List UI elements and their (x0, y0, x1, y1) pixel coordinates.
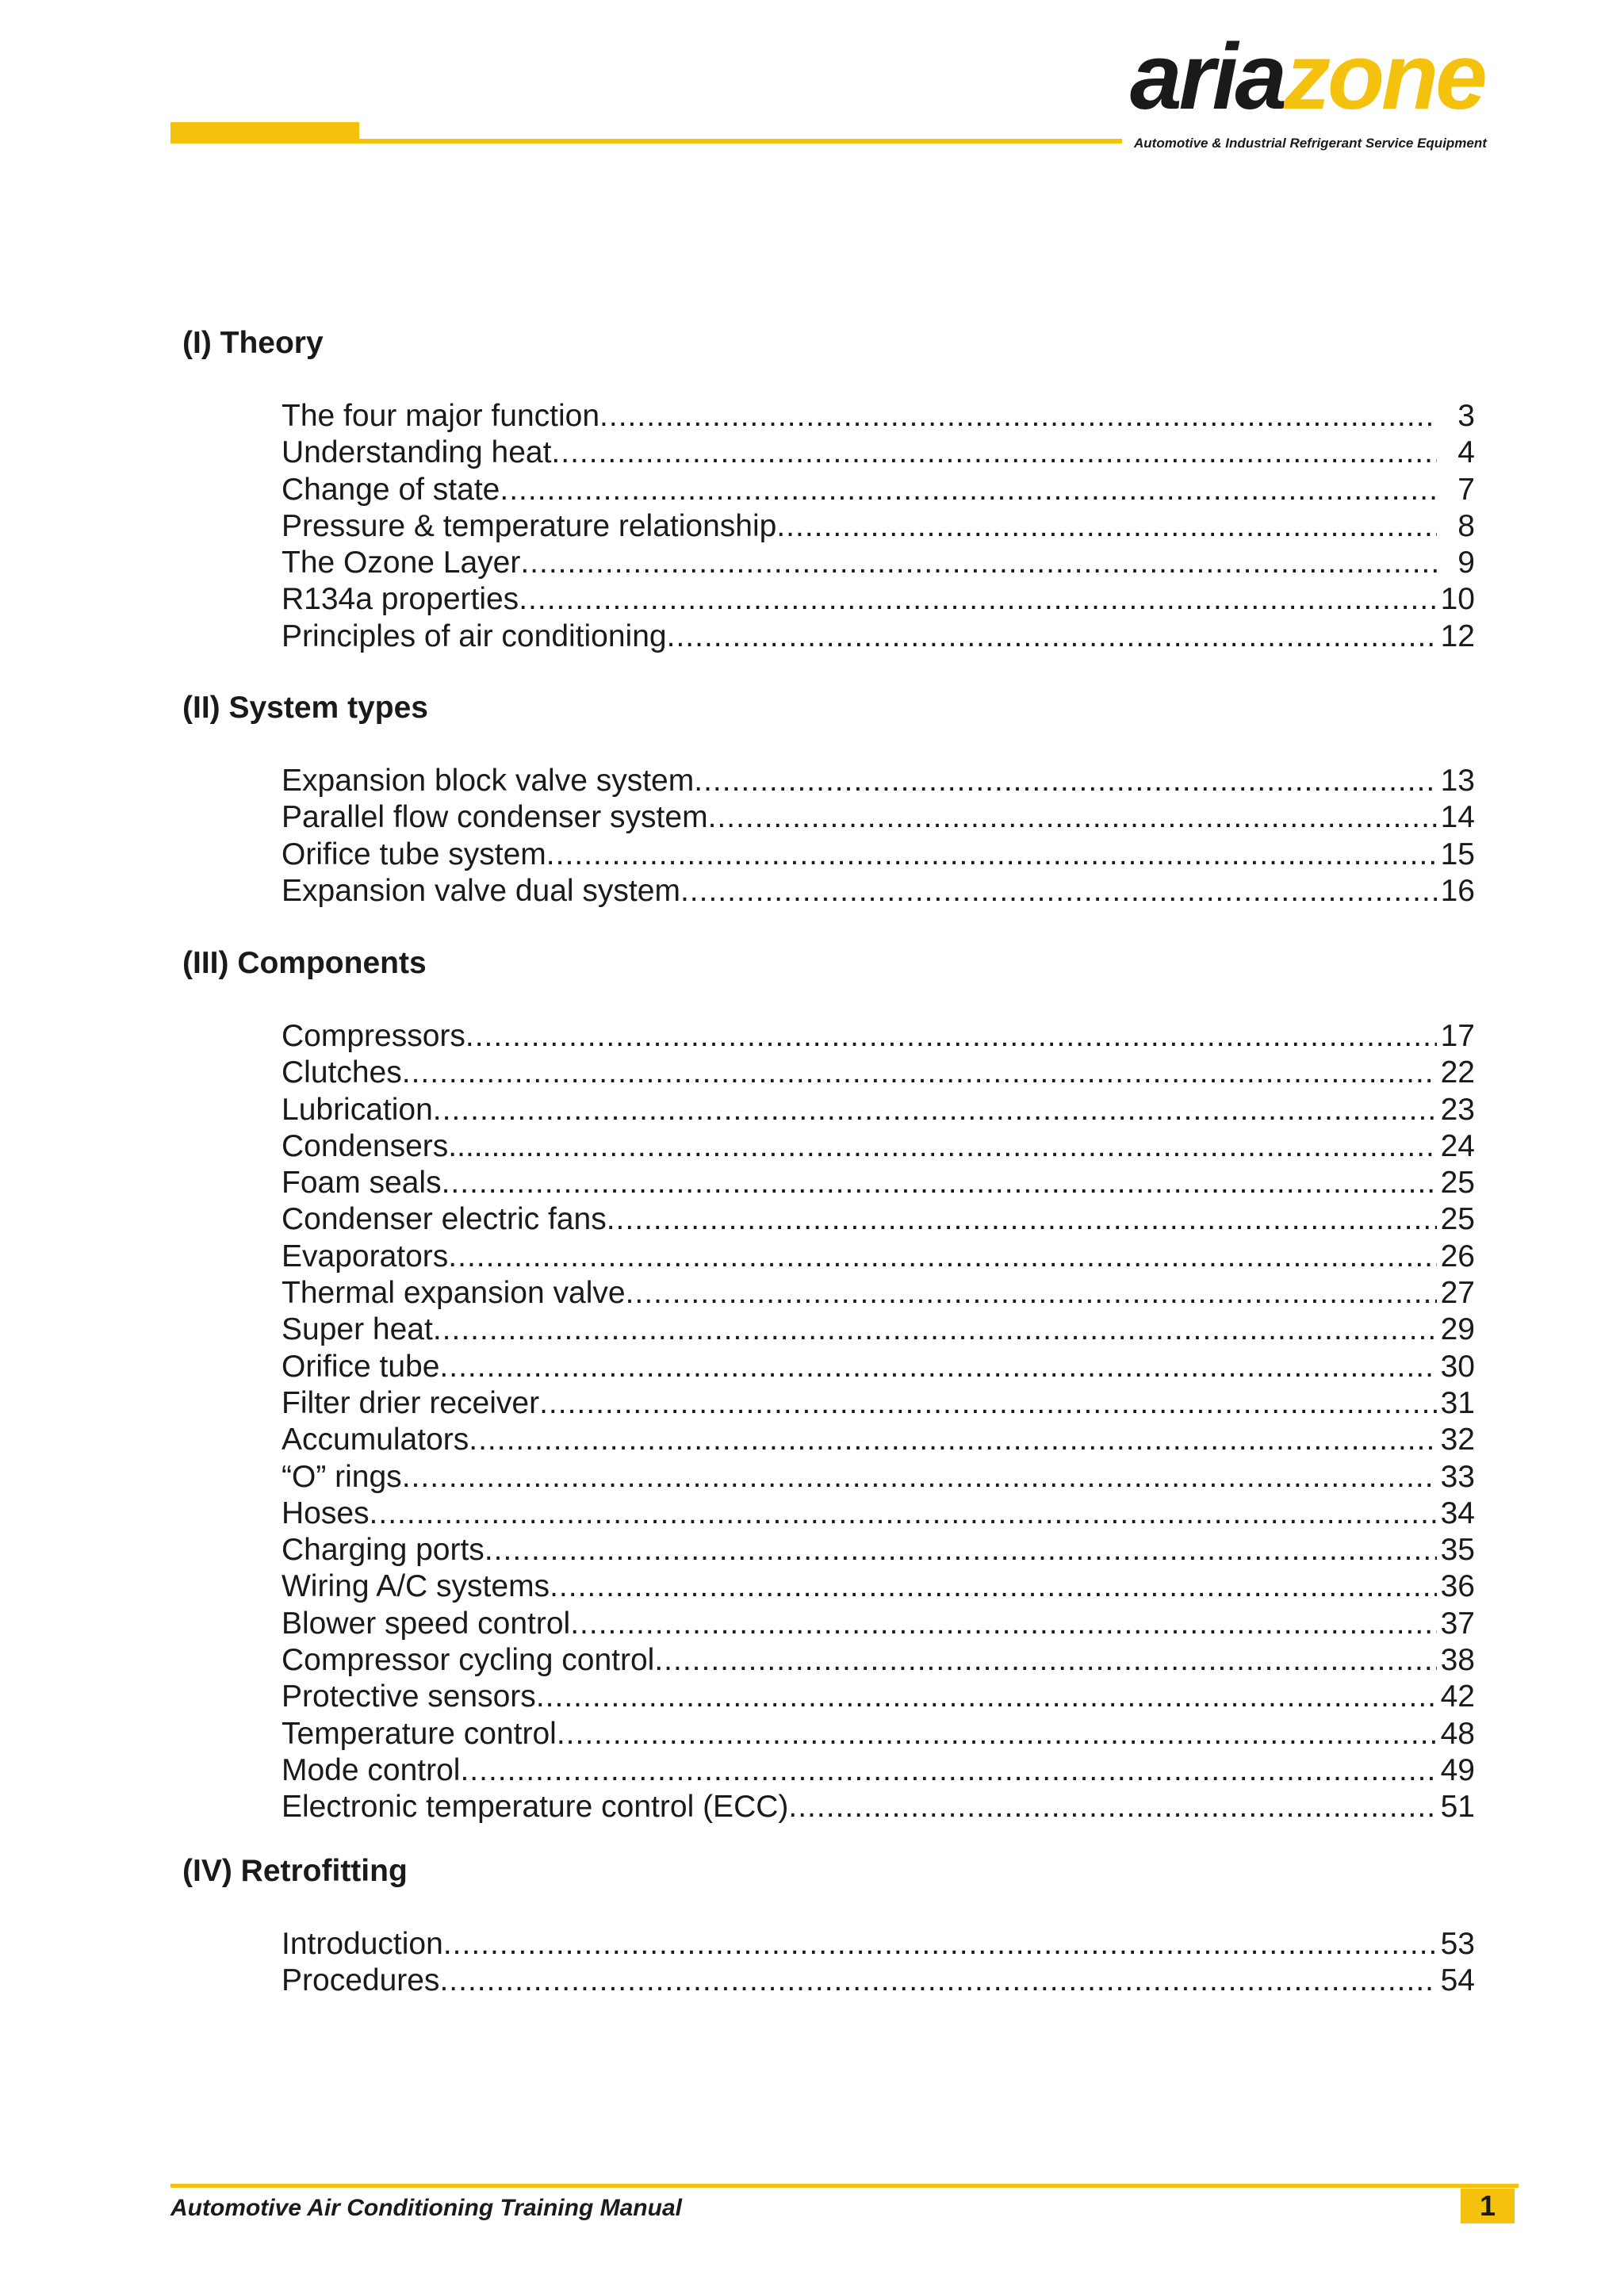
toc-entry[interactable] (282, 873, 1475, 910)
entry-label: Lubrication (282, 1092, 433, 1127)
dot-leader (433, 1092, 1437, 1128)
entry-page: 53 (1440, 1927, 1475, 1961)
toc-entry[interactable] (282, 472, 1475, 508)
toc-entry[interactable] (282, 581, 1475, 618)
toc-entry[interactable] (282, 1201, 1475, 1238)
dot-leader (469, 1422, 1437, 1458)
logo-word-zone: zone (1283, 25, 1484, 129)
dot-leader (439, 1963, 1437, 1999)
entry-page: 4 (1457, 435, 1475, 470)
entry-label: Orifice tube (282, 1349, 440, 1384)
dot-leader (520, 545, 1437, 581)
toc-entry[interactable] (282, 1055, 1475, 1091)
dot-leader (448, 1239, 1437, 1275)
toc-entry[interactable] (282, 1018, 1475, 1055)
header-accent-bar (170, 122, 359, 144)
entry-label: Expansion block valve system (282, 764, 695, 798)
toc-entry[interactable] (282, 1496, 1475, 1532)
entry-label: Clutches (282, 1055, 402, 1090)
logo-wordmark (1130, 25, 1484, 129)
toc-entry[interactable] (282, 545, 1475, 581)
entry-label: Condensers.......... (282, 1128, 534, 1163)
footer-rule (170, 2184, 1519, 2188)
entry-label: Parallel flow condenser system (282, 800, 708, 835)
entry-page: 35 (1440, 1533, 1475, 1568)
entry-page: 24 (1440, 1128, 1475, 1163)
dot-leader (534, 1128, 1437, 1165)
header-rule (359, 139, 1122, 144)
dot-leader (402, 1459, 1437, 1496)
dot-leader (539, 1385, 1437, 1422)
section-title: (IV) Retrofitting (182, 1854, 408, 1888)
entry-page: 23 (1440, 1092, 1475, 1127)
dot-leader (465, 1018, 1437, 1055)
dot-leader (550, 1568, 1437, 1605)
ariazone-logo (1130, 25, 1515, 155)
toc-entry[interactable] (282, 1789, 1475, 1825)
toc-entry[interactable] (282, 1239, 1475, 1275)
entry-label: Condenser electric fans (282, 1202, 607, 1237)
entry-page: 7 (1457, 472, 1475, 507)
entry-page: 48 (1440, 1716, 1475, 1751)
entry-label: Expansion valve dual system (282, 873, 680, 908)
toc-entry[interactable] (282, 1716, 1475, 1752)
entry-label: Super heat (282, 1312, 433, 1347)
entry-page: 42 (1440, 1679, 1475, 1714)
entry-label: The Ozone Layer (282, 546, 521, 580)
toc-entry[interactable] (282, 1752, 1475, 1789)
section-entries (282, 398, 1475, 655)
entry-page: 13 (1440, 764, 1475, 798)
entry-label: Accumulators (282, 1423, 469, 1457)
entry-label: Filter drier receiver (282, 1385, 540, 1420)
entry-label: The four major function (282, 399, 600, 433)
entry-page: 30 (1440, 1349, 1475, 1384)
toc-entry[interactable] (282, 1568, 1475, 1605)
toc-entry[interactable] (282, 1532, 1475, 1568)
entry-label: R134a properties (282, 582, 519, 617)
dot-leader (694, 763, 1437, 799)
toc-entry[interactable] (282, 1092, 1475, 1128)
dot-leader (599, 398, 1437, 435)
section-entries (282, 1926, 1475, 2000)
entry-label: Thermal expansion valve (282, 1276, 626, 1311)
entry-label: “O” rings (282, 1459, 402, 1494)
dot-leader (500, 472, 1437, 508)
entry-label: Pressure & temperature relationship (282, 508, 777, 543)
entry-label: Procedures (282, 1963, 440, 1998)
entry-page: 54 (1440, 1963, 1475, 1998)
dot-leader (788, 1789, 1437, 1825)
dot-leader (667, 618, 1437, 655)
dot-leader (443, 1926, 1437, 1963)
entry-page: 37 (1440, 1606, 1475, 1641)
entry-page: 36 (1440, 1569, 1475, 1604)
logo-tagline: Automotive & Industrial Refrigerant Service Equipment (1134, 136, 1487, 151)
toc-entry[interactable] (282, 398, 1475, 435)
section-title: (II) System types (182, 691, 428, 725)
entry-label: Foam seals (282, 1166, 442, 1201)
entry-page: 9 (1457, 546, 1475, 580)
toc-entry[interactable] (282, 1926, 1475, 1963)
logo-word-aria: aria (1130, 25, 1284, 129)
entry-page: 27 (1440, 1276, 1475, 1311)
entry-page: 16 (1440, 873, 1475, 908)
toc-entry[interactable] (282, 763, 1475, 799)
page-number-badge: 1 (1461, 2189, 1515, 2223)
dot-leader (442, 1165, 1437, 1201)
toc-entry[interactable] (282, 837, 1475, 873)
section-entries (282, 763, 1475, 910)
section-title: (I) Theory (182, 326, 324, 360)
dot-leader (607, 1201, 1437, 1238)
toc-entry[interactable] (282, 618, 1475, 655)
entry-label: Charging ports (282, 1533, 485, 1568)
entry-label: Hoses (282, 1496, 370, 1530)
dot-leader (439, 1349, 1437, 1385)
dot-leader (536, 1679, 1437, 1715)
toc-entry[interactable] (282, 435, 1475, 471)
section-entries (282, 1018, 1475, 1826)
toc-entry[interactable] (282, 1128, 1475, 1165)
entry-page: 3 (1457, 399, 1475, 433)
entry-page: 49 (1440, 1752, 1475, 1787)
entry-label: Compressors (282, 1019, 465, 1053)
dot-leader (402, 1055, 1437, 1091)
dot-leader (433, 1312, 1437, 1348)
entry-page: 26 (1440, 1239, 1475, 1273)
entry-label: Evaporators (282, 1239, 449, 1273)
toc-section-system-types (182, 690, 1475, 908)
toc-entry[interactable] (282, 1679, 1475, 1715)
entry-label: Understanding heat (282, 435, 552, 470)
toc-entry[interactable] (282, 1422, 1475, 1458)
entry-page: 15 (1440, 837, 1475, 871)
toc-entry[interactable] (282, 1349, 1475, 1385)
toc-entry[interactable] (282, 1165, 1475, 1201)
entry-page: 8 (1457, 508, 1475, 543)
toc-entry[interactable] (282, 1642, 1475, 1679)
toc-section-theory (182, 325, 1475, 653)
dot-leader (680, 873, 1437, 910)
footer-title: Automotive Air Conditioning Training Manual (170, 2195, 682, 2221)
toc-entry[interactable] (282, 1459, 1475, 1496)
entry-label: Introduction (282, 1927, 443, 1961)
dot-leader (370, 1496, 1437, 1532)
entry-label: Change of state (282, 472, 500, 507)
dot-leader (654, 1642, 1437, 1679)
entry-page: 25 (1440, 1166, 1475, 1201)
entry-label: Compressor cycling control (282, 1643, 655, 1678)
toc-entry[interactable] (282, 1606, 1475, 1642)
entry-label: Principles of air conditioning (282, 618, 667, 653)
section-title: (III) Components (182, 946, 427, 980)
entry-label: Protective sensors (282, 1679, 536, 1714)
entry-page: 33 (1440, 1459, 1475, 1494)
entry-page: 29 (1440, 1312, 1475, 1347)
entry-page: 17 (1440, 1019, 1475, 1053)
entry-page: 51 (1440, 1790, 1475, 1825)
dot-leader (708, 799, 1437, 836)
toc-entry[interactable] (282, 799, 1475, 836)
dot-leader (557, 1716, 1437, 1752)
dot-leader (519, 581, 1437, 618)
entry-label: Wiring A/C systems (282, 1569, 550, 1604)
toc-section-components (182, 945, 1475, 1825)
entry-label: Blower speed control (282, 1606, 571, 1641)
toc-entry[interactable] (282, 1963, 1475, 1999)
dot-leader (626, 1275, 1437, 1312)
entry-label: Mode control (282, 1752, 461, 1787)
entry-label: Electronic temperature control (ECC) (282, 1790, 789, 1825)
dot-leader (546, 837, 1437, 873)
entry-page: 10 (1440, 582, 1475, 617)
entry-page: 22 (1440, 1055, 1475, 1090)
dot-leader (460, 1752, 1437, 1789)
entry-page: 14 (1440, 800, 1475, 835)
entry-label: Temperature control (282, 1716, 557, 1751)
toc-entry[interactable] (282, 1385, 1475, 1422)
entry-label: Orifice tube system (282, 837, 546, 871)
entry-page: 31 (1440, 1385, 1475, 1420)
dot-leader (776, 508, 1437, 545)
toc-entry[interactable] (282, 1312, 1475, 1348)
entry-page: 34 (1440, 1496, 1475, 1530)
dot-leader (551, 435, 1437, 471)
toc-entry[interactable] (282, 1275, 1475, 1312)
entry-page: 12 (1440, 618, 1475, 653)
dot-leader (485, 1532, 1437, 1568)
toc-section-retrofitting (182, 1853, 1475, 1998)
entry-page: 25 (1440, 1202, 1475, 1237)
dot-leader (570, 1606, 1437, 1642)
entry-page: 38 (1440, 1643, 1475, 1678)
entry-page: 32 (1440, 1423, 1475, 1457)
toc-entry[interactable] (282, 508, 1475, 545)
